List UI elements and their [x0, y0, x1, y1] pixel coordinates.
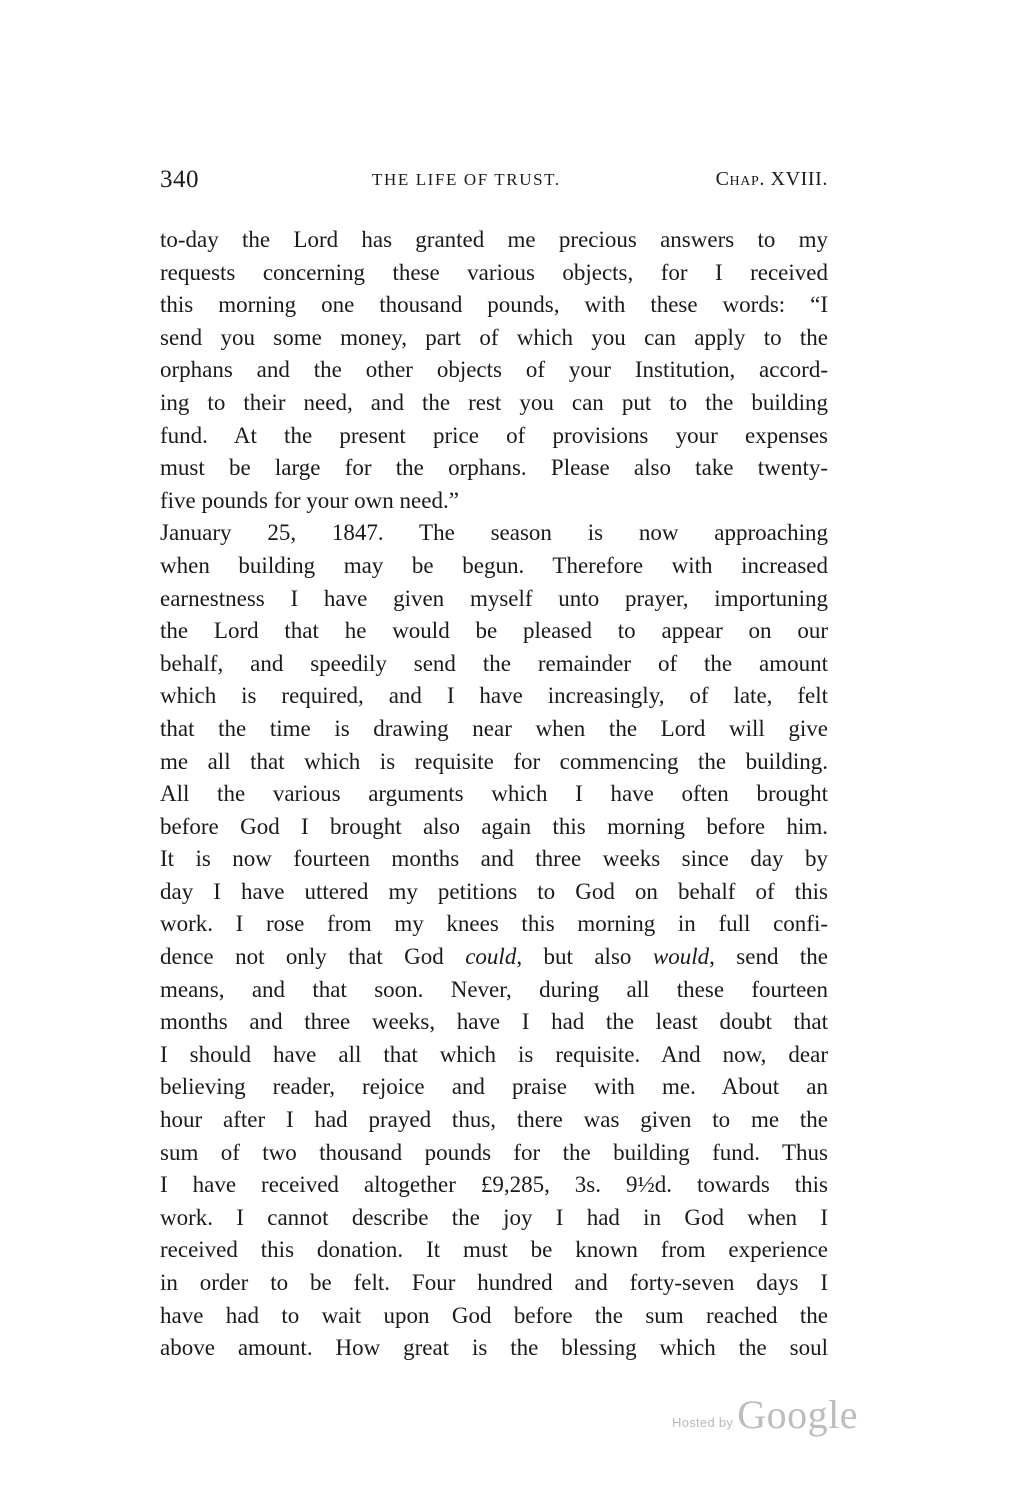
text-line: behalf, and speedily send the remainder of the amount	[160, 650, 828, 676]
text-line: five pounds for your own need.”	[160, 487, 459, 513]
chapter-label: Chap. XVIII.	[715, 168, 828, 190]
text-line: earnestness I have given myself unto prayer, importuning	[160, 585, 828, 611]
running-title: THE LIFE OF TRUST.	[372, 170, 561, 189]
italic-word-could: could	[465, 944, 517, 970]
google-logo: Google	[737, 1392, 858, 1437]
page-number: 340	[160, 166, 199, 193]
text-line: requests concerning these various objects, for I received	[160, 259, 828, 285]
text-line: received this donation. It must be known from experience	[160, 1237, 828, 1263]
text-line: orphans and the other objects of your Institution, accord-	[160, 357, 828, 383]
text-line: months and three weeks, have I had the least doubt that	[160, 1009, 828, 1035]
text-line: believing reader, rejoice and praise with me. About an	[160, 1074, 828, 1100]
text-line: the Lord that he would be pleased to appear on our	[160, 618, 828, 644]
line-segment: dence not only that God	[160, 944, 466, 970]
text-line: I should have all that which is requisite. And now, dear	[160, 1041, 828, 1067]
text-line: means, and that soon. Never, during all these fourteen	[160, 976, 828, 1002]
text-line: work. I rose from my knees this morning in full confi-	[160, 911, 828, 937]
text-line: have had to wait upon God before the sum reached the	[160, 1302, 828, 1328]
text-line: sum of two thousand pounds for the building fund. Thus	[160, 1139, 828, 1165]
text-line: when building may be begun. Therefore with increased	[160, 552, 828, 578]
text-line: hour after I had prayed thus, there was given to me the	[160, 1107, 828, 1133]
text-line: All the various arguments which I have often brought	[160, 781, 828, 807]
text-line: in order to be felt. Four hundred and forty-seven days I	[160, 1270, 828, 1295]
text-line: this morning one thousand pounds, with these words: “I	[160, 292, 828, 318]
text-line: It is now fourteen months and three weeks since day by	[160, 846, 828, 872]
text-line: above amount. How great is the blessing which the soul	[160, 1335, 828, 1361]
text-line: which is required, and I have increasingly, of late, felt	[160, 683, 828, 709]
text-line-italic	[160, 941, 828, 974]
text-line: day I have uttered my petitions to God on behalf of this	[160, 878, 828, 904]
hosted-by-google-watermark	[672, 1388, 858, 1438]
text-line: must be large for the orphans. Please also take twenty-	[160, 455, 828, 481]
text-line: send you some money, part of which you can apply to the	[160, 324, 828, 350]
text-line: work. I cannot describe the joy I had in God when I	[160, 1204, 828, 1230]
text-line: me all that which is requisite for commencing the building.	[160, 748, 828, 774]
text-line: I have received altogether £9,285, 3s. 9½d. towards this	[160, 1172, 828, 1198]
body-text	[160, 224, 828, 1365]
line-segment: , but also	[516, 944, 653, 970]
text-line: January 25, 1847. The season is now approaching	[160, 520, 828, 546]
page-header	[160, 166, 828, 202]
text-line: to-day the Lord has granted me precious answers to my	[160, 227, 828, 252]
hosted-by-label: Hosted by	[672, 1415, 734, 1430]
text-line: ing to their need, and the rest you can put to the building	[160, 389, 828, 415]
text-line: fund. At the present price of provisions your expenses	[160, 422, 828, 448]
text-line: before God I brought also again this morning before him.	[160, 813, 828, 839]
text-line: that the time is drawing near when the Lord will give	[160, 715, 828, 741]
line-segment: , send the	[709, 944, 828, 970]
italic-word-would: would	[652, 944, 710, 970]
